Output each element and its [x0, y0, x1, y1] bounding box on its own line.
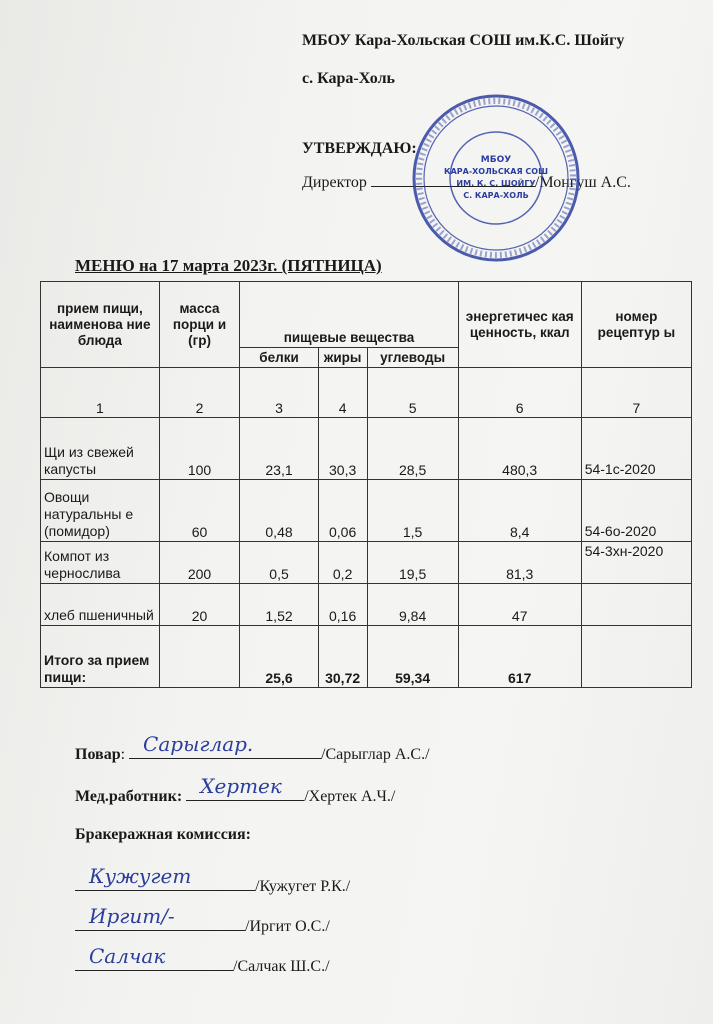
dish-fat: 0,06: [318, 480, 367, 542]
cook-name: /Сарыглар А.С./: [321, 746, 430, 763]
member-signature-line: [75, 904, 245, 931]
dish-protein: 1,52: [240, 584, 318, 626]
col-number: 5: [367, 368, 458, 418]
table-row: [41, 418, 692, 480]
total-row: [41, 626, 692, 688]
cook-label: Повар: [75, 746, 121, 763]
header-fat: жиры: [318, 348, 367, 368]
cook-signature-line: [129, 732, 321, 759]
table-row: [41, 480, 692, 542]
dish-fat: 0,2: [318, 542, 367, 584]
cook-signature: Повар: Сарыглар. /Сарыглар А.С./: [75, 732, 430, 763]
director-name: /Монгуш А.С.: [534, 174, 631, 191]
col-number: 1: [41, 368, 160, 418]
total-energy: 617: [458, 626, 581, 688]
cook-handwriting: Сарыглар.: [143, 732, 254, 756]
commission-member: [75, 904, 330, 936]
column-numbers-row: [41, 368, 692, 418]
med-label: Мед.работник:: [75, 788, 183, 805]
total-recipe-code: [581, 626, 691, 688]
dish-mass: 200: [159, 542, 240, 584]
dish-mass: 20: [159, 584, 240, 626]
table-row: [41, 542, 692, 584]
dish-energy: 8,4: [458, 480, 581, 542]
total-mass: [159, 626, 240, 688]
approval-heading: УТВЕРЖДАЮ:: [302, 140, 417, 157]
dish-mass: 60: [159, 480, 240, 542]
member-signature-line: [75, 944, 233, 971]
member-handwriting: Иргит/-: [89, 904, 175, 928]
header-carbs: углеводы: [367, 348, 458, 368]
med-signature-line: [186, 774, 304, 801]
dish-name: Компот из чернослива: [41, 542, 160, 584]
member-handwriting: Салчак: [89, 944, 166, 968]
seal-line-3: ИМ. К. С. ШОЙГУ: [456, 179, 536, 188]
menu-title: МЕНЮ на 17 марта 2023г. (ПЯТНИЦА): [75, 256, 382, 275]
med-handwriting: Хертек: [200, 774, 282, 798]
med-name: /Хертек А.Ч./: [304, 788, 396, 805]
col-number: 6: [458, 368, 581, 418]
dish-protein: 23,1: [240, 418, 318, 480]
member-name: /Кужугет Р.К./: [255, 878, 351, 895]
commission-member: [75, 944, 330, 976]
header-recipe: номер рецептур ы: [581, 282, 691, 368]
col-number: 7: [581, 368, 691, 418]
dish-carbs: 28,5: [367, 418, 458, 480]
dish-protein: 0,48: [240, 480, 318, 542]
header-protein: белки: [240, 348, 318, 368]
header-mass: масса порци и (гр): [159, 282, 240, 368]
col-number: 2: [159, 368, 240, 418]
table-row: [41, 584, 692, 626]
member-handwriting: Кужугет: [89, 864, 192, 888]
dish-carbs: 1,5: [367, 480, 458, 542]
total-label: Итого за прием пищи:: [41, 626, 160, 688]
dish-energy: 81,3: [458, 542, 581, 584]
dish-energy: 47: [458, 584, 581, 626]
member-name: /Салчак Ш.С./: [233, 958, 330, 975]
village-name: с. Кара-Холь: [302, 70, 396, 87]
header-nutrients: пищевые вещества: [240, 282, 458, 348]
total-protein: 25,6: [240, 626, 318, 688]
member-signature-line: [75, 864, 255, 891]
seal-line-1: МБОУ: [480, 155, 512, 165]
col-number: 3: [240, 368, 318, 418]
dish-carbs: 19,5: [367, 542, 458, 584]
dish-name: хлеб пшеничный: [41, 584, 160, 626]
header-meal: прием пищи, наименова ние блюда: [41, 282, 160, 368]
dish-mass: 100: [159, 418, 240, 480]
menu-table: [40, 281, 692, 688]
commission-label: Бракеражная комиссия:: [75, 826, 251, 843]
dish-recipe-code: 54-3хн-2020: [581, 542, 691, 584]
member-name: /Иргит О.С./: [245, 918, 330, 935]
dish-carbs: 9,84: [367, 584, 458, 626]
total-carbs: 59,34: [367, 626, 458, 688]
official-seal-stamp: [410, 92, 582, 264]
med-signature: [75, 774, 396, 806]
dish-name: Овощи натуральны е (помидор): [41, 480, 160, 542]
dish-recipe-code: 54-1с-2020: [581, 418, 691, 480]
dish-fat: 0,16: [318, 584, 367, 626]
total-fat: 30,72: [318, 626, 367, 688]
col-number: 4: [318, 368, 367, 418]
dish-recipe-code: 54-6о-2020: [581, 480, 691, 542]
seal-line-4: С. КАРА-ХОЛЬ: [463, 191, 529, 200]
school-name: МБОУ Кара-Хольская СОШ им.К.С. Шойгу: [302, 32, 625, 49]
dish-fat: 30,3: [318, 418, 367, 480]
commission-member: [75, 864, 351, 896]
dish-name: Щи из свежей капусты: [41, 418, 160, 480]
director-label: Директор: [302, 174, 367, 191]
seal-line-2: КАРА-ХОЛЬСКАЯ СОШ: [444, 167, 548, 176]
dish-recipe-code: [581, 584, 691, 626]
dish-energy: 480,3: [458, 418, 581, 480]
dish-protein: 0,5: [240, 542, 318, 584]
header-energy: энергетичес кая ценность, ккал: [458, 282, 581, 368]
